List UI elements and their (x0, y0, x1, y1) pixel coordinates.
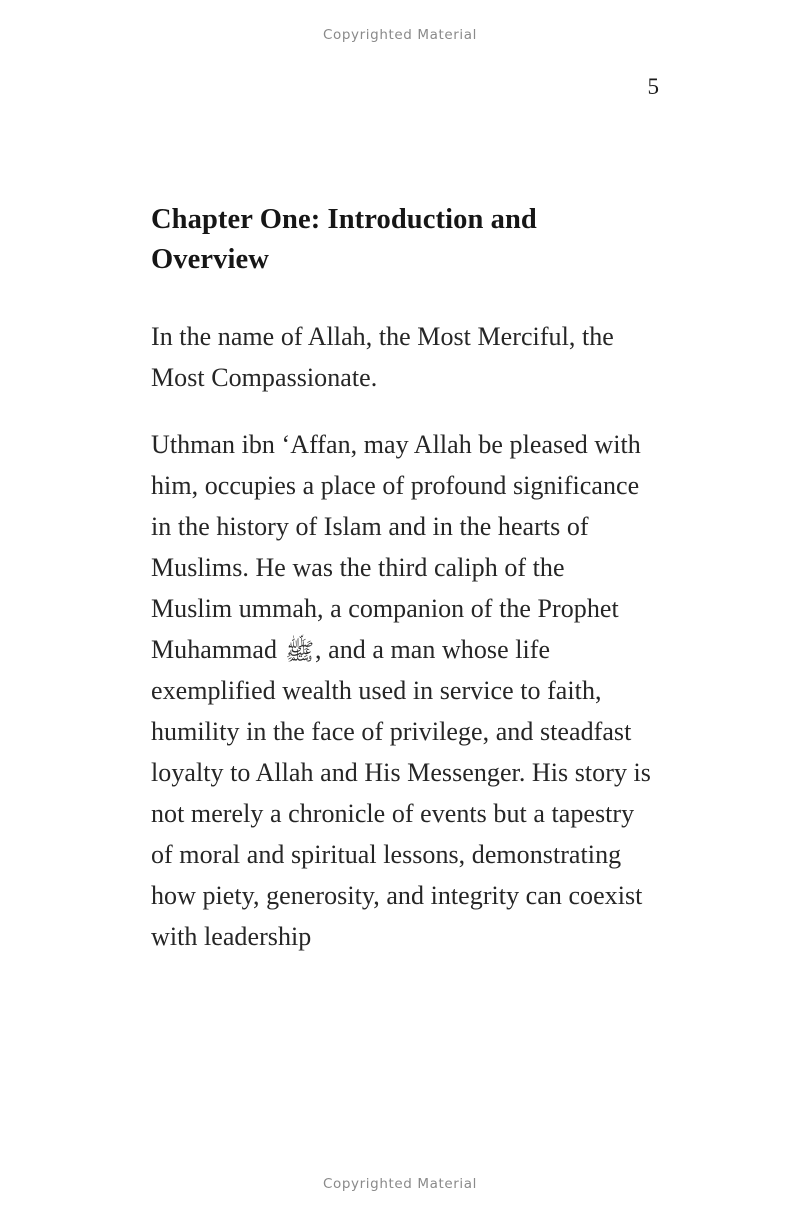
copyright-watermark-top: Copyrighted Material (323, 27, 477, 43)
text-column (151, 200, 651, 957)
paragraph-intro-part-2: , and a man whose life exemplified wealth used in service to faith, humility in the face of privilege, and steadfast loyalty to Allah and His Messenger. His story is not merely a chronicle of events but a tapestry of moral and spiritual lessons, demonstrating how piety, generosity, and integrity can coexist with leadership (151, 635, 651, 951)
copyright-watermark-bottom: Copyrighted Material (323, 1176, 477, 1192)
page-number: 5 (647, 74, 659, 99)
paragraph-intro: Uthman ibn ‘Affan, may Allah be pleased with him, occupies a place of profound significance in the history of Islam and in the hearts of Muslims. He was the third caliph of the Muslim ummah, a companion of the Prophet Muhammad ﷺ, and a man whose life exemplified wealth used in service to faith, humility in the face of privilege, and steadfast loyalty to Allah and His Messenger. His story is not merely a chronicle of events but a tapestry of moral and spiritual lessons, demonstrating how piety, generosity, and integrity can coexist with leadership (151, 430, 651, 951)
paragraph-bismillah: In the name of Allah, the Most Merciful, the Most Compassionate. (151, 322, 614, 392)
chapter-title: Chapter One: Introduction and Overview (151, 204, 537, 275)
paragraph-intro-part-1: Uthman ibn ‘Affan, may Allah be pleased with him, occupies a place of profound significance in the history of Islam and in the hearts of Muslims. He was the third caliph of the Muslim ummah, a companion of the Prophet Muhammad (151, 430, 641, 664)
